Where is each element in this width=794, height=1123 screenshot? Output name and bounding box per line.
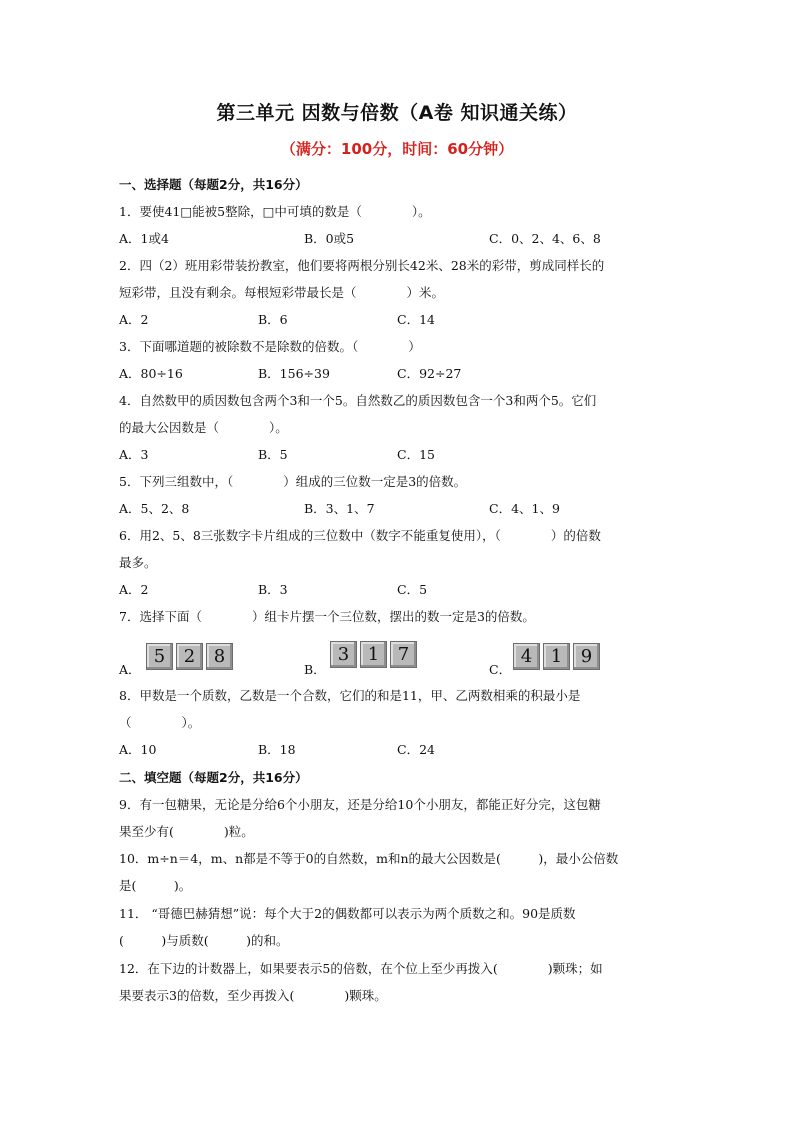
- question-2-option-b: B．6: [258, 312, 288, 327]
- question-6-text-line2: 最多。: [119, 555, 157, 570]
- digit-card: 1: [543, 643, 570, 670]
- question-7-option-b-label: B．: [304, 662, 326, 677]
- question-4-option-b: B．5: [258, 447, 288, 462]
- digit-card: 4: [513, 643, 540, 670]
- question-4-text-line1: 4．自然数甲的质因数包含两个3和一个5。自然数乙的质因数包含一个3和两个5。它们: [119, 393, 597, 408]
- section-heading-fill-in: 二、填空题（每题2分，共16分）: [119, 770, 308, 785]
- question-8-option-b: B．18: [258, 742, 296, 757]
- question-3-option-c: C．92÷27: [397, 366, 462, 381]
- question-2-option-a: A．2: [119, 312, 149, 327]
- question-6-option-a: A．2: [119, 582, 149, 597]
- question-5-option-b: B．3、1、7: [304, 501, 375, 516]
- digit-card: 3: [330, 641, 357, 668]
- question-7-option-c-label: C．: [489, 662, 512, 677]
- question-6-text-line1: 6．用2、5、8三张数字卡片组成的三位数中（数字不能重复使用），（ ）的倍数: [119, 528, 601, 543]
- question-7-text: 7．选择下面（ ）组卡片摆一个三位数，摆出的数一定是3的倍数。: [119, 609, 535, 624]
- question-9-text-line1: 9．有一包糖果，无论是分给6个小朋友，还是分给10个小朋友，都能正好分完，这包糖: [119, 797, 601, 812]
- digit-card: 2: [176, 643, 203, 670]
- question-5-text: 5．下列三组数中，（ ）组成的三位数一定是3的倍数。: [119, 474, 467, 489]
- question-3-option-b: B．156÷39: [258, 366, 330, 381]
- question-6-option-c: C．5: [397, 582, 428, 597]
- question-7-option-b-cards: [330, 641, 417, 668]
- digit-card: 5: [146, 643, 173, 670]
- question-1-option-c: C．0、2、4、6、8: [489, 231, 601, 246]
- question-4-text-line2: 的最大公因数是（ ）。: [119, 420, 288, 435]
- question-5-option-c: C．4、1、9: [489, 501, 560, 516]
- question-12-text-line1: 12．在下边的计数器上，如果要表示5的倍数，在个位上至少再拨入( )颗珠；如: [119, 961, 603, 976]
- question-7-option-a-label: A．: [119, 662, 141, 677]
- question-8-text-line1: 8．甲数是一个质数，乙数是一个合数，它们的和是11，甲、乙两数相乘的积最小是: [119, 688, 581, 703]
- section-heading-choice: 一、选择题（每题2分，共16分）: [119, 177, 308, 192]
- question-4-option-a: A．3: [119, 447, 149, 462]
- question-7-option-c-cards: [513, 643, 600, 670]
- question-11-text-line1: 11． “哥德巴赫猜想”说：每个大于2的偶数都可以表示为两个质数之和。90是质数: [119, 906, 576, 921]
- question-3-option-a: A．80÷16: [119, 366, 183, 381]
- digit-card: 1: [360, 641, 387, 668]
- question-10-text-line2: 是( )。: [119, 878, 192, 893]
- question-1-option-a: A．1或4: [119, 231, 169, 246]
- question-3-text: 3．下面哪道题的被除数不是除数的倍数。（ ）: [119, 339, 421, 354]
- question-10-text-line1: 10．m÷n＝4，m、n都是不等于0的自然数，m和n的最大公因数是( )，最小公倍数: [119, 851, 619, 866]
- question-8-option-c: C．24: [397, 742, 435, 757]
- question-2-option-c: C．14: [397, 312, 435, 327]
- question-12-text-line2: 果要表示3的倍数，至少再拨入( )颗珠。: [119, 988, 387, 1003]
- question-2-text-line1: 2．四（2）班用彩带装扮教室，他们要将两根分别长42米、28米的彩带，剪成同样长的: [119, 258, 605, 273]
- question-1-text: 1．要使41□能被5整除，□中可填的数是（ ）。: [119, 204, 431, 219]
- question-5-option-a: A．5、2、8: [119, 501, 190, 516]
- digit-card: 7: [390, 641, 417, 668]
- question-7-option-a-cards: [146, 643, 233, 670]
- question-4-option-c: C．15: [397, 447, 435, 462]
- question-6-option-b: B．3: [258, 582, 288, 597]
- digit-card: 8: [206, 643, 233, 670]
- question-1-option-b: B．0或5: [304, 231, 355, 246]
- question-11-text-line2: ( )与质数( )的和。: [119, 933, 289, 948]
- score-time-subtitle: （满分：100分，时间：60分钟）: [280, 140, 514, 158]
- page-title: 第三单元 因数与倍数（A卷 知识通关练）: [216, 102, 578, 124]
- digit-card: 9: [573, 643, 600, 670]
- question-8-text-line2: （ ）。: [119, 715, 201, 730]
- question-9-text-line2: 果至少有( )粒。: [119, 824, 254, 839]
- question-2-text-line2: 短彩带，且没有剩余。每根短彩带最长是（ ）米。: [119, 285, 445, 300]
- question-8-option-a: A．10: [119, 742, 157, 757]
